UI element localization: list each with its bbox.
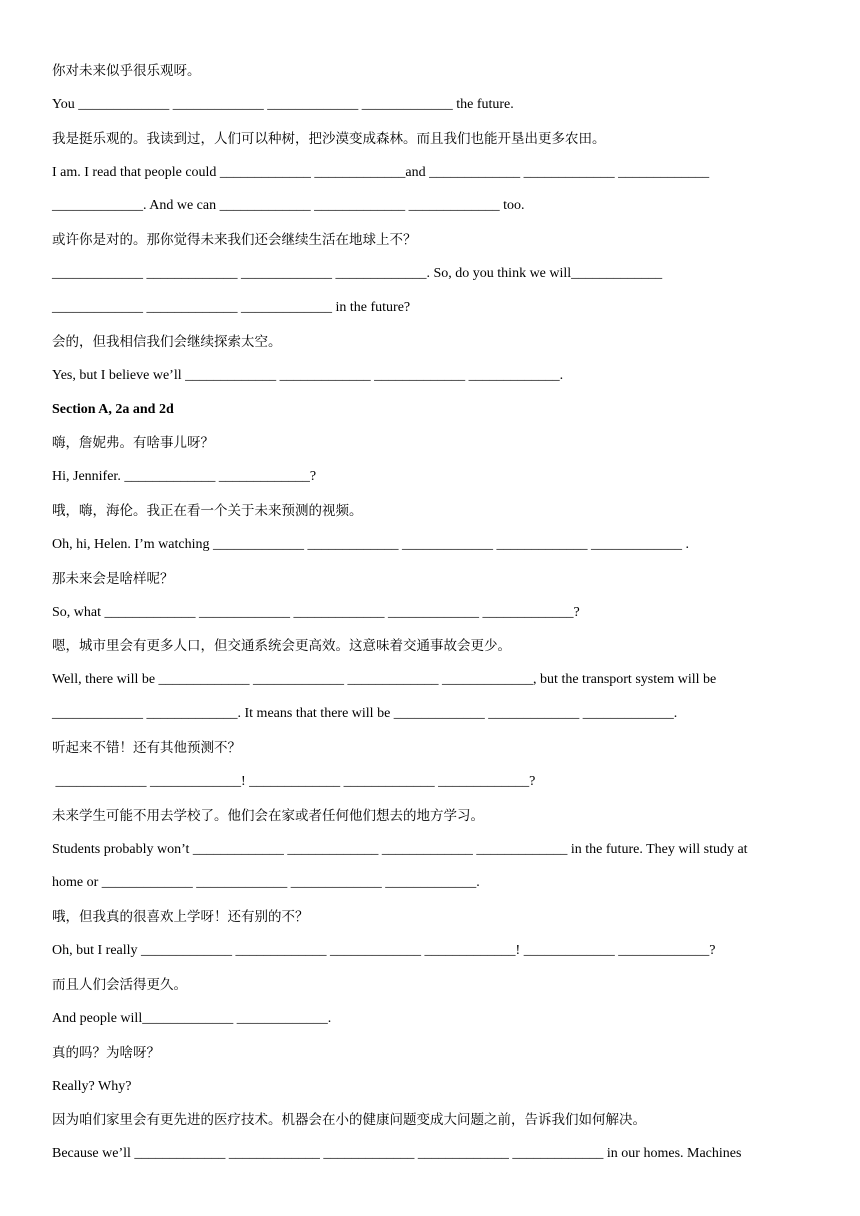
chinese-prompt-line: 哦，嗨，海伦。我正在看一个关于未来预测的视频。 — [52, 503, 363, 520]
english-fill-blank-line: _____________ _____________. It means that there will be _____________ _____________ _____________. — [52, 706, 678, 722]
english-fill-blank-line: Hi, Jennifer. _____________ _____________? — [52, 469, 317, 485]
english-fill-blank-line: _____________ _____________! _____________ _____________ _____________? — [52, 773, 536, 789]
chinese-prompt-line: 听起来不错！还有其他预测不？ — [52, 740, 241, 756]
english-fill-blank-line: _____________ _____________ _____________ in the future? — [52, 299, 411, 315]
section-heading: Section A, 2a and 2d — [52, 401, 174, 417]
english-fill-blank-line: You _____________ _____________ _____________ _____________ the future. — [52, 96, 514, 112]
chinese-prompt-line: 哦，但我真的很喜欢上学呀！还有别的不？ — [52, 909, 309, 926]
chinese-prompt-line: 那未来会是啥样呢？ — [52, 570, 174, 587]
english-fill-blank-line: Oh, but I really _____________ _____________ _____________ _____________! _____________ _____________? — [52, 943, 716, 959]
chinese-prompt-line: 而且人们会活得更久。 — [52, 976, 187, 993]
chinese-prompt-line: 你对未来似乎很乐观呀。 — [52, 63, 201, 79]
english-fill-blank-line: Well, there will be _____________ _____________ _____________ _____________, but the transport system will be — [52, 672, 717, 688]
chinese-prompt-line: 或许你是对的。那你觉得未来我们还会继续生活在地球上不？ — [52, 232, 417, 249]
english-fill-blank-line: Really? Why? — [52, 1078, 132, 1094]
chinese-prompt-line: 我是挺乐观的。我读到过，人们可以种树，把沙漠变成森林。而且我们也能开垦出更多农田。 — [52, 130, 606, 147]
english-fill-blank-line: home or _____________ _____________ _____________ _____________. — [52, 875, 480, 891]
english-fill-blank-line: So, what _____________ _____________ _____________ _____________ _____________? — [52, 604, 580, 620]
chinese-prompt-line: 因为咱们家里会有更先进的医疗技术。机器会在小的健康问题变成大问题之前，告诉我们如何解决。 — [52, 1112, 646, 1129]
chinese-prompt-line: 真的吗？为啥呀？ — [52, 1044, 160, 1061]
chinese-prompt-line: 嗨，詹妮弗。有啥事儿呀？ — [52, 435, 214, 452]
chinese-prompt-line: 会的，但我相信我们会继续探索太空。 — [52, 333, 282, 350]
english-fill-blank-line: Because we’ll _____________ _____________ _____________ _____________ _____________ in our homes. Machines — [52, 1146, 742, 1162]
english-fill-blank-line: Yes, but I believe we’ll _____________ _____________ _____________ _____________. — [52, 367, 564, 383]
chinese-prompt-line: 未来学生可能不用去学校了。他们会在家或者任何他们想去的地方学习。 — [52, 807, 484, 824]
english-fill-blank-line: _____________ _____________ _____________ _____________. So, do you think we will_____________ — [52, 266, 663, 282]
english-fill-blank-line: _____________. And we can _____________ _____________ _____________ too. — [52, 198, 525, 214]
english-fill-blank-line: Students probably won’t _____________ _____________ _____________ _____________ in the future. They will study at — [52, 841, 748, 857]
english-fill-blank-line: I am. I read that people could _____________ _____________and _____________ _____________ _____________ — [52, 164, 710, 180]
chinese-prompt-line: 嗯，城市里会有更多人口，但交通系统会更高效。这意味着交通事故会更少。 — [52, 638, 511, 655]
english-fill-blank-line: Oh, hi, Helen. I’m watching _____________ _____________ _____________ _____________ _____________ . — [52, 536, 689, 552]
english-fill-blank-line: And people will_____________ _____________. — [52, 1010, 332, 1026]
